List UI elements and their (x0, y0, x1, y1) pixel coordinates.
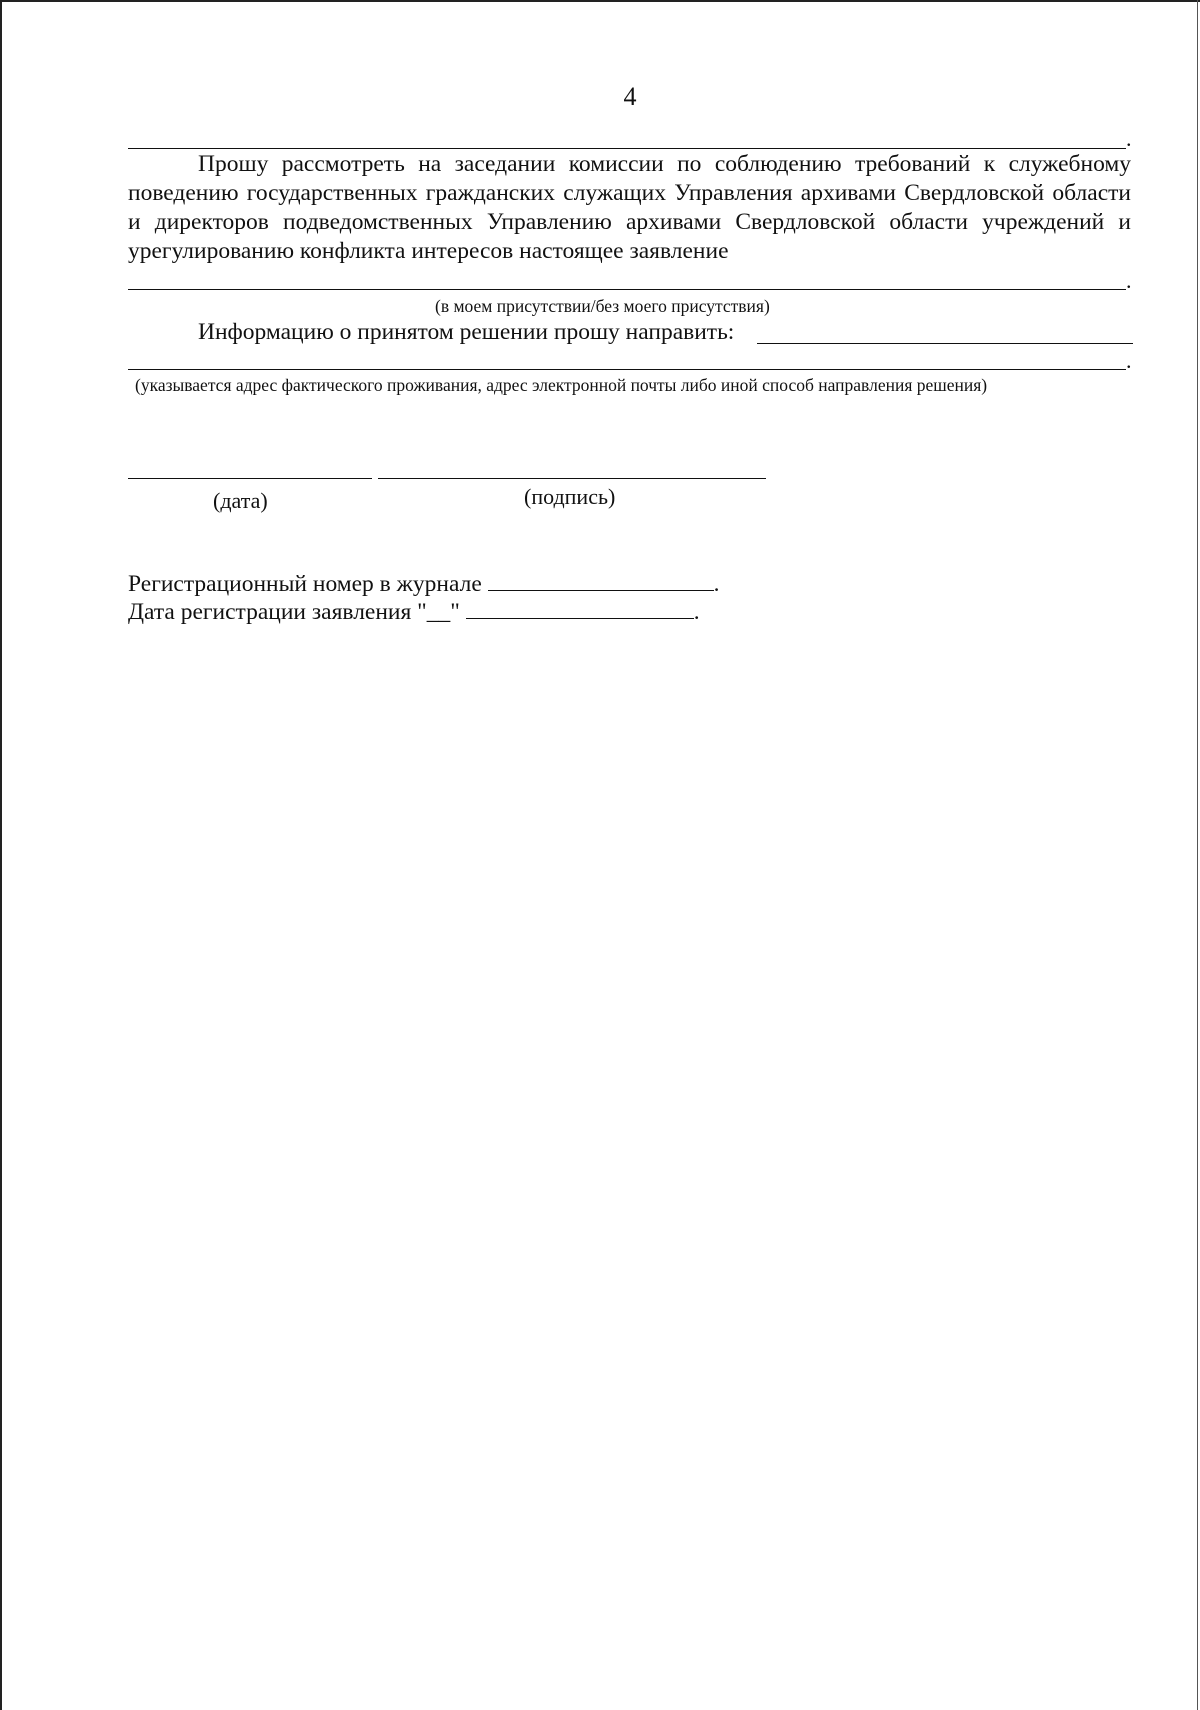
registration-number-label: Регистрационный номер в журнале (128, 571, 482, 597)
registration-number-blank (488, 589, 714, 591)
period-address: . (1126, 348, 1132, 373)
signature-caption: (подпись) (524, 484, 616, 509)
request-paragraph (128, 150, 1131, 266)
registration-date-label: Дата регистрации заявления "__" (128, 599, 460, 625)
period-presence: . (1126, 268, 1132, 293)
info-request-blank (757, 343, 1133, 344)
address-blank-line (128, 369, 1126, 370)
registration-date-blank (466, 617, 694, 619)
registration-number-period: . (713, 571, 720, 597)
registration-date-period: . (693, 599, 700, 625)
blank-line-top (128, 148, 1126, 149)
scan-edge-right (1197, 0, 1198, 1710)
date-caption: (дата) (213, 488, 268, 513)
presence-blank-line (128, 289, 1126, 290)
date-blank-line (128, 478, 372, 479)
registration-date-row (128, 599, 700, 626)
address-note: (указывается адрес фактического проживания, адрес электронной почты либо иной способ направления решения) (135, 375, 988, 395)
request-paragraph-text: Прошу рассмотреть на заседании комиссии по соблюдению требований к служебному поведению государственных гражданских служащих Управления архивами Свердловской области и директоров подведомственных Управлению архивами Свердловской области учреждений и урегулированию конфликта интересов настоящее заявление (128, 151, 1131, 264)
scan-edge-left (0, 0, 2, 1710)
presence-note: (в моем присутствии/без моего присутствия) (435, 296, 770, 316)
period-top: . (1126, 126, 1132, 151)
registration-number-row (128, 571, 720, 598)
info-request-label: Информацию о принятом решении прошу направить: (198, 319, 735, 345)
scan-edge-top (0, 0, 1200, 2)
page-number: 4 (623, 82, 637, 111)
signature-blank-line (378, 478, 766, 479)
